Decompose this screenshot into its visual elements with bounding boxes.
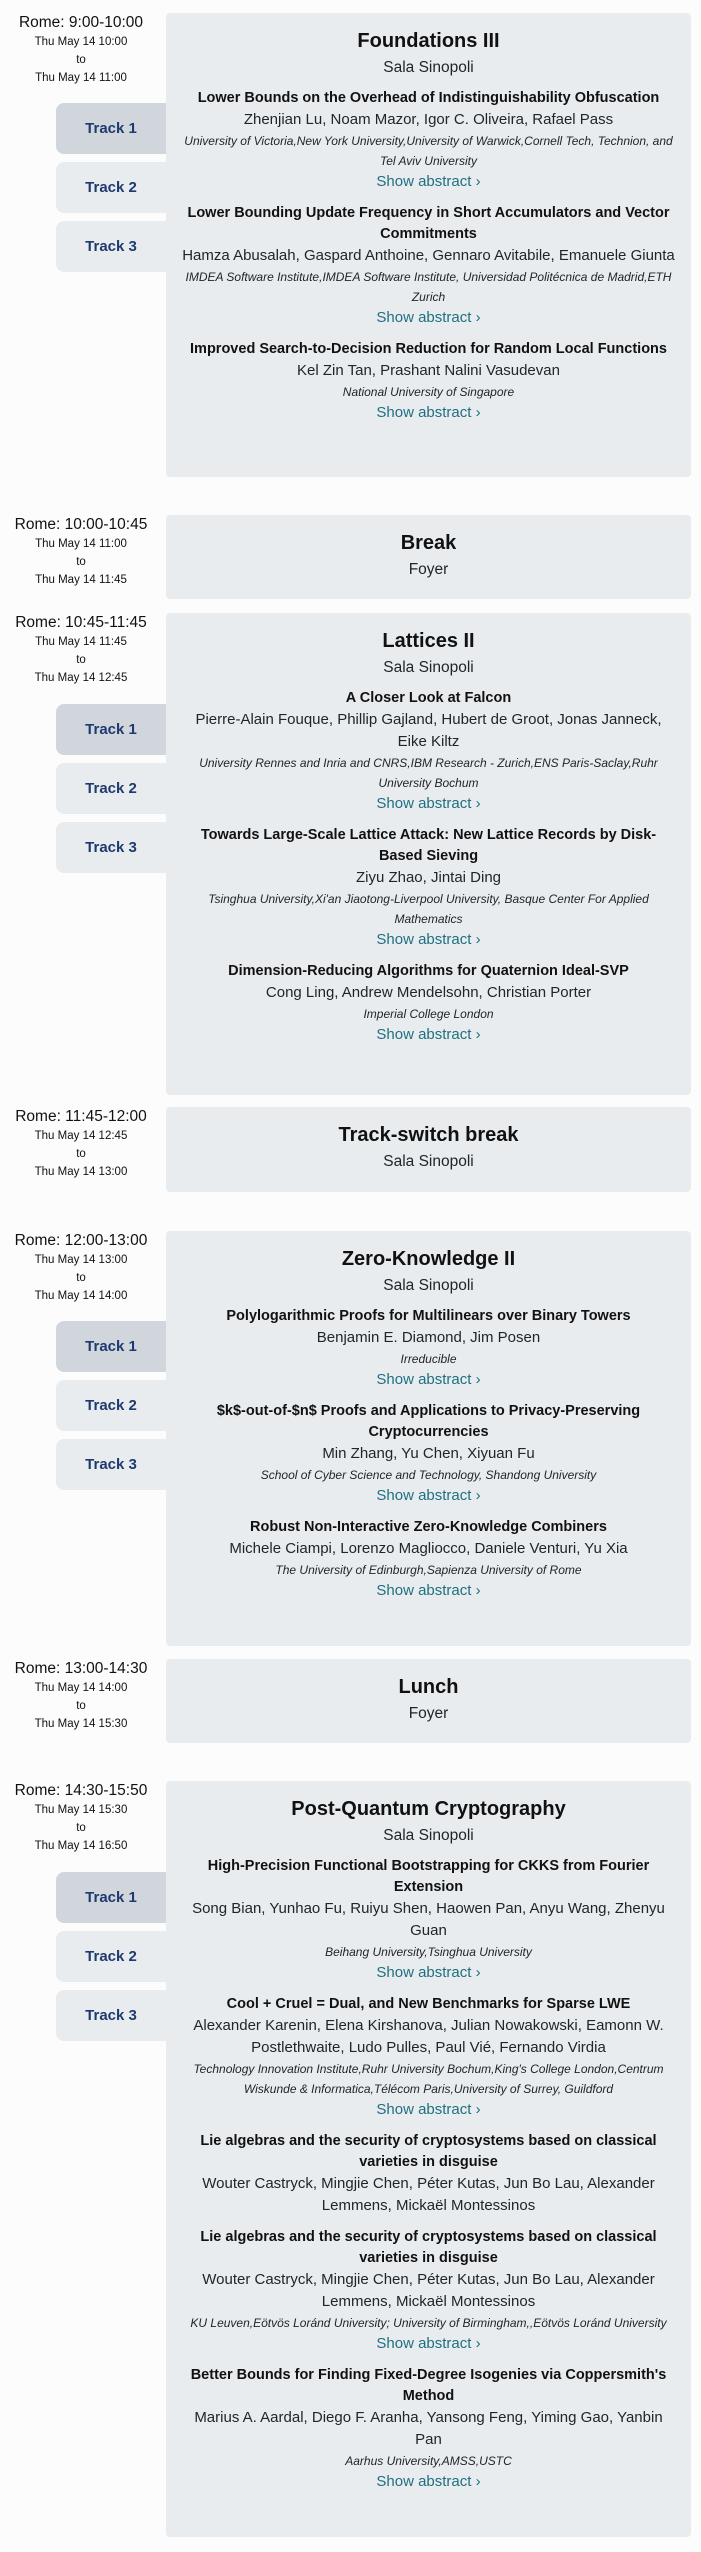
talk-title: Improved Search-to-Decision Reduction for Random Local Functions (190, 341, 667, 357)
show-abstract-link[interactable]: Show abstract › (376, 2473, 481, 2490)
talk-affiliations: Beihang University,Tsinghua University (325, 1945, 532, 1959)
time-separator: to (76, 1272, 86, 1284)
talk-affiliations: Imperial College London (363, 1007, 494, 1021)
talk-affiliations: Technology Innovation Institute,Ruhr University Bochum,King's College London,Centrum Wiskunde & Informatica,Télécom Paris,University of Surrey, Guildford (193, 2062, 664, 2096)
time-separator: to (76, 1700, 86, 1712)
session-room: Sala Sinopoli (383, 1827, 474, 1844)
talk (182, 688, 675, 815)
rome-time: Rome: 12:00-13:00 (14, 1232, 148, 1249)
talk-authors: Kel Zin Tan, Prashant Nalini Vasudevan (297, 362, 560, 379)
talk-authors: Benjamin E. Diamond, Jim Posen (316, 1329, 541, 1346)
talk-affiliations: Aarhus University,AMSS,USTC (345, 2454, 512, 2468)
session-time (0, 1107, 162, 1181)
show-abstract-link[interactable]: Show abstract › (376, 1026, 481, 1043)
talk-title: Lie algebras and the security of cryptosystems based on classical varieties in disguise (200, 2229, 657, 2266)
talk-affiliations: KU Leuven,Eötvös Loránd University; University of Birmingham,,Eötvös Loránd University (190, 2316, 667, 2330)
talk-title: Towards Large-Scale Lattice Attack: New Lattice Records by Disk-Based Sieving (200, 827, 657, 864)
show-abstract-link[interactable]: Show abstract › (376, 2101, 481, 2118)
session-title: Post-Quantum Cryptography (291, 1798, 566, 1820)
track-1-tab[interactable]: Track 1 (56, 103, 166, 154)
track-3-tab[interactable]: Track 3 (56, 822, 166, 873)
session-title: Track-switch break (338, 1124, 519, 1146)
show-abstract-link[interactable]: Show abstract › (376, 309, 481, 326)
talk (182, 339, 675, 424)
session-card (166, 1231, 691, 1646)
talk (182, 825, 675, 951)
talk-title: Polylogarithmic Proofs for Multilinears over Binary Towers (226, 1308, 631, 1324)
talk-affiliations: The University of Edinburgh,Sapienza University of Rome (275, 1563, 582, 1577)
talk-title: Lie algebras and the security of cryptosystems based on classical varieties in disguise (200, 2133, 657, 2170)
session-time (0, 1231, 162, 1305)
rome-time: Rome: 13:00-14:30 (14, 1660, 148, 1677)
talk-authors: Song Bian, Yunhao Fu, Ruiyu Shen, Haowen Pan, Anyu Wang, Zhenyu Guan (192, 1900, 665, 1939)
show-abstract-link[interactable]: Show abstract › (376, 795, 481, 812)
rome-time: Rome: 10:00-10:45 (14, 516, 148, 533)
local-end-time: Thu May 14 16:50 (34, 1840, 128, 1852)
talk-title: Cool + Cruel = Dual, and New Benchmarks for Sparse LWE (226, 1996, 631, 2012)
rome-time: Rome: 11:45-12:00 (15, 1108, 147, 1125)
local-start-time: Thu May 14 12:45 (34, 1130, 128, 1142)
track-1-tab[interactable]: Track 1 (56, 704, 166, 755)
track-2-tab[interactable]: Track 2 (56, 763, 166, 814)
talk-affiliations: School of Cyber Science and Technology, Shandong University (260, 1468, 597, 1482)
local-end-time: Thu May 14 13:00 (34, 1166, 128, 1178)
session-card (166, 13, 691, 477)
talk-authors: Hamza Abusalah, Gaspard Anthoine, Gennaro Avitabile, Emanuele Giunta (182, 247, 675, 264)
show-abstract-link[interactable]: Show abstract › (376, 1582, 481, 1599)
talk-authors: Min Zhang, Yu Chen, Xiyuan Fu (322, 1445, 535, 1462)
track-3-tab[interactable]: Track 3 (56, 221, 166, 272)
track-2-tab[interactable]: Track 2 (56, 1931, 166, 1982)
local-start-time: Thu May 14 15:30 (34, 1804, 128, 1816)
session-time (0, 1659, 162, 1733)
track-3-tab[interactable]: Track 3 (56, 1990, 166, 2041)
session-room: Sala Sinopoli (383, 659, 474, 676)
time-separator: to (76, 54, 86, 66)
rome-time: Rome: 14:30-15:50 (14, 1782, 148, 1799)
talk-title: High-Precision Functional Bootstrapping for CKKS from Fourier Extension (207, 1858, 650, 1895)
show-abstract-link[interactable]: Show abstract › (376, 2335, 481, 2352)
track-2-tab[interactable]: Track 2 (56, 162, 166, 213)
talk-authors: Zhenjian Lu, Noam Mazor, Igor C. Oliveira, Rafael Pass (243, 111, 614, 128)
local-end-time: Thu May 14 14:00 (34, 1290, 128, 1302)
talk-title: Lower Bounds on the Overhead of Indistinguishability Obfuscation (197, 90, 660, 106)
talk (182, 203, 675, 329)
talk-affiliations: University Rennes and Inria and CNRS,IBM Research - Zurich,ENS Paris-Saclay,Ruhr University Bochum (199, 756, 658, 790)
talk-title: A Closer Look at Falcon (345, 690, 512, 706)
time-separator: to (76, 1148, 86, 1160)
talk-authors: Pierre-Alain Fouque, Phillip Gajland, Hubert de Groot, Jonas Janneck, Eike Kiltz (195, 711, 662, 750)
show-abstract-link[interactable]: Show abstract › (376, 1487, 481, 1504)
session-room: Sala Sinopoli (383, 1277, 474, 1294)
session-card (166, 1781, 691, 2537)
show-abstract-link[interactable]: Show abstract › (376, 1964, 481, 1981)
talk (182, 1856, 675, 1984)
show-abstract-link[interactable]: Show abstract › (376, 931, 481, 948)
local-start-time: Thu May 14 10:00 (34, 36, 128, 48)
session-card (166, 515, 691, 599)
local-start-time: Thu May 14 11:45 (35, 636, 127, 648)
track-tabs (56, 704, 166, 881)
talk (182, 2227, 675, 2355)
session-title: Zero-Knowledge II (341, 1248, 516, 1270)
session-time (0, 613, 162, 687)
talk (182, 1994, 675, 2121)
time-separator: to (76, 556, 86, 568)
local-end-time: Thu May 14 11:45 (35, 574, 127, 586)
track-tabs (56, 1321, 166, 1498)
session-title: Lunch (398, 1676, 459, 1698)
time-separator: to (76, 1822, 86, 1834)
session-room: Sala Sinopoli (383, 1153, 474, 1170)
track-2-tab[interactable]: Track 2 (56, 1380, 166, 1431)
session-time (0, 1781, 162, 1855)
track-tabs (56, 1872, 166, 2049)
talk-title: $k$-out-of-$n$ Proofs and Applications to Privacy-Preserving Cryptocurrencies (216, 1403, 641, 1440)
talk-title: Better Bounds for Finding Fixed-Degree Isogenies via Coppersmith's Method (190, 2367, 667, 2404)
talk-title: Dimension-Reducing Algorithms for Quaternion Ideal-SVP (228, 963, 629, 979)
local-end-time: Thu May 14 11:00 (35, 72, 127, 84)
local-start-time: Thu May 14 14:00 (34, 1682, 128, 1694)
talk-authors: Marius A. Aardal, Diego F. Aranha, Yansong Feng, Yiming Gao, Yanbin Pan (194, 2409, 663, 2448)
talk-affiliations: Irreducible (400, 1352, 457, 1366)
talk (182, 2131, 675, 2217)
track-tabs (56, 103, 166, 280)
track-1-tab[interactable]: Track 1 (56, 1872, 166, 1923)
talk-authors: Alexander Karenin, Elena Kirshanova, Julian Nowakowski, Eamonn W. Postlethwaite, Ludo Pulles, Paul Vié, Fernando Virdia (193, 2017, 664, 2056)
session-card (166, 1107, 691, 1192)
session-card (166, 613, 691, 1095)
rome-time: Rome: 10:45-11:45 (15, 614, 147, 631)
talk-title: Robust Non-Interactive Zero-Knowledge Combiners (250, 1519, 607, 1535)
talk-authors: Wouter Castryck, Mingjie Chen, Péter Kutas, Jun Bo Lau, Alexander Lemmens, Mickaël Montessinos (202, 2271, 655, 2310)
talk-affiliations: Tsinghua University,Xi'an Jiaotong-Liverpool University, Basque Center For Applied Mathematics (208, 892, 649, 926)
talk (182, 2365, 675, 2493)
show-abstract-link[interactable]: Show abstract › (376, 1371, 481, 1388)
local-end-time: Thu May 14 15:30 (34, 1718, 128, 1730)
session-room: Foyer (408, 1705, 449, 1722)
session-card (166, 1659, 691, 1743)
talk-authors: Cong Ling, Andrew Mendelsohn, Christian Porter (265, 984, 592, 1001)
rome-time: Rome: 9:00-10:00 (18, 14, 144, 31)
track-1-tab[interactable]: Track 1 (56, 1321, 166, 1372)
local-start-time: Thu May 14 11:00 (35, 538, 127, 550)
talk-authors: Ziyu Zhao, Jintai Ding (355, 869, 502, 886)
session-room: Foyer (408, 561, 449, 578)
session-title: Break (400, 532, 457, 554)
show-abstract-link[interactable]: Show abstract › (376, 404, 481, 421)
session-room: Sala Sinopoli (383, 59, 474, 76)
talk (182, 961, 675, 1046)
local-end-time: Thu May 14 12:45 (34, 672, 128, 684)
talk-affiliations: University of Victoria,New York University,University of Warwick,Cornell Tech, Technion, and Tel Aviv University (184, 134, 673, 168)
session-title: Foundations III (357, 30, 500, 52)
talk (182, 88, 675, 193)
session-time (0, 515, 162, 589)
talk (182, 1401, 675, 1507)
time-separator: to (76, 654, 86, 666)
talk-title: Lower Bounding Update Frequency in Short Accumulators and Vector Commitments (187, 205, 670, 242)
talk-affiliations: IMDEA Software Institute,IMDEA Software Institute, Universidad Politécnica de Madrid,ETH Zurich (185, 270, 672, 304)
session-title: Lattices II (382, 630, 475, 652)
track-3-tab[interactable]: Track 3 (56, 1439, 166, 1490)
session-time (0, 13, 162, 87)
show-abstract-link[interactable]: Show abstract › (376, 173, 481, 190)
talk-authors: Wouter Castryck, Mingjie Chen, Péter Kutas, Jun Bo Lau, Alexander Lemmens, Mickaël Montessinos (202, 2175, 655, 2214)
talk (182, 1517, 675, 1602)
talk-affiliations: National University of Singapore (342, 385, 515, 399)
local-start-time: Thu May 14 13:00 (34, 1254, 128, 1266)
talk-authors: Michele Ciampi, Lorenzo Magliocco, Daniele Venturi, Yu Xia (229, 1540, 628, 1557)
talk (182, 1306, 675, 1391)
